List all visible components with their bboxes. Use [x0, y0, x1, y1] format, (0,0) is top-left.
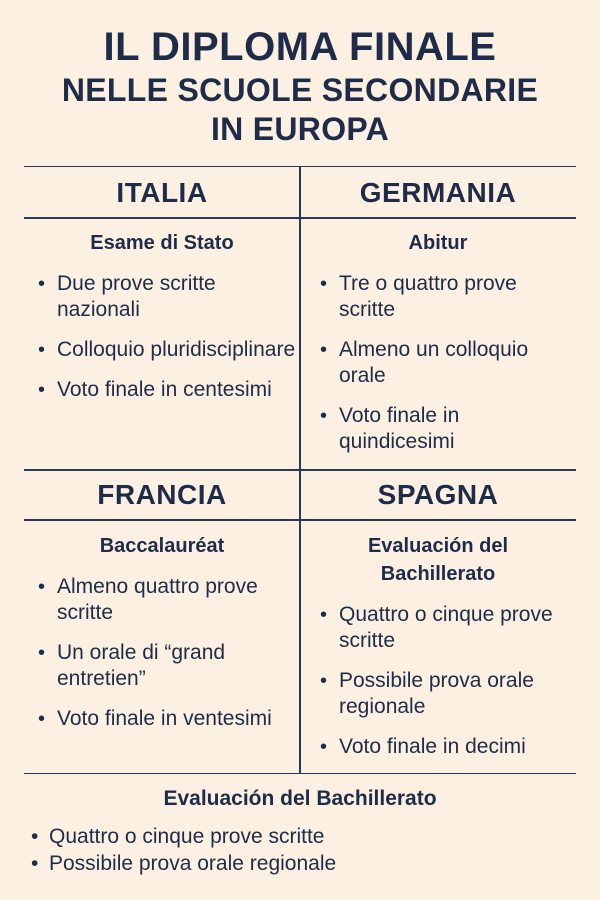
- footer-section: [0, 785, 600, 877]
- points-spagna: [314, 602, 574, 760]
- list-item: • Voto finale in centesimi: [32, 377, 296, 403]
- points-germania: [314, 271, 572, 455]
- country-name-germania: GERMANIA: [359, 177, 517, 208]
- exam-name-spagna: Evaluación del Bachillerato: [367, 535, 509, 585]
- points-italia: [32, 271, 296, 403]
- country-name-francia: FRANCIA: [97, 479, 227, 510]
- footer-points: [0, 823, 600, 877]
- list-item: • Almeno un colloquio orale: [314, 337, 572, 389]
- footer-exam-name: Evaluación del Bachillerato: [163, 787, 437, 810]
- list-item: • Quattro o cinque prove scritte: [25, 823, 600, 850]
- cell-francia: [24, 469, 300, 773]
- exam-name-italia: Esame di Stato: [90, 232, 234, 254]
- cell-italia: [24, 167, 300, 469]
- title-line-3: IN EUROPA: [210, 111, 390, 147]
- list-item: • Voto finale in quindicesimi: [314, 403, 572, 455]
- list-item: • Possibile prova orale regionale: [25, 850, 600, 877]
- country-name-spagna: SPAGNA: [377, 479, 499, 510]
- list-item: • Un orale di “grand entretien”: [32, 640, 296, 692]
- cell-germania: [300, 167, 576, 469]
- list-item: • Tre o quattro prove scritte: [314, 271, 572, 323]
- list-item: • Almeno quattro prove scritte: [32, 574, 296, 626]
- title-line-2: NELLE SCUOLE SECONDARIE: [61, 72, 539, 108]
- exam-name-germania: Abitur: [408, 232, 468, 254]
- list-item: • Voto finale in decimi: [314, 734, 574, 760]
- points-francia: [32, 574, 296, 732]
- list-item: • Voto finale in ventesimi: [32, 706, 296, 732]
- country-grid: [24, 166, 576, 774]
- title-line-1: IL DIPLOMA FINALE: [103, 25, 497, 69]
- country-name-italia: ITALIA: [116, 177, 208, 208]
- exam-name-francia: Baccalauréat: [99, 535, 225, 557]
- list-item: • Colloquio pluridisciplinare: [32, 337, 296, 363]
- list-item: • Possibile prova orale regionale: [314, 668, 574, 720]
- list-item: • Quattro o cinque prove scritte: [314, 602, 574, 654]
- list-item: • Due prove scritte nazionali: [32, 271, 296, 323]
- cell-spagna: [300, 469, 576, 773]
